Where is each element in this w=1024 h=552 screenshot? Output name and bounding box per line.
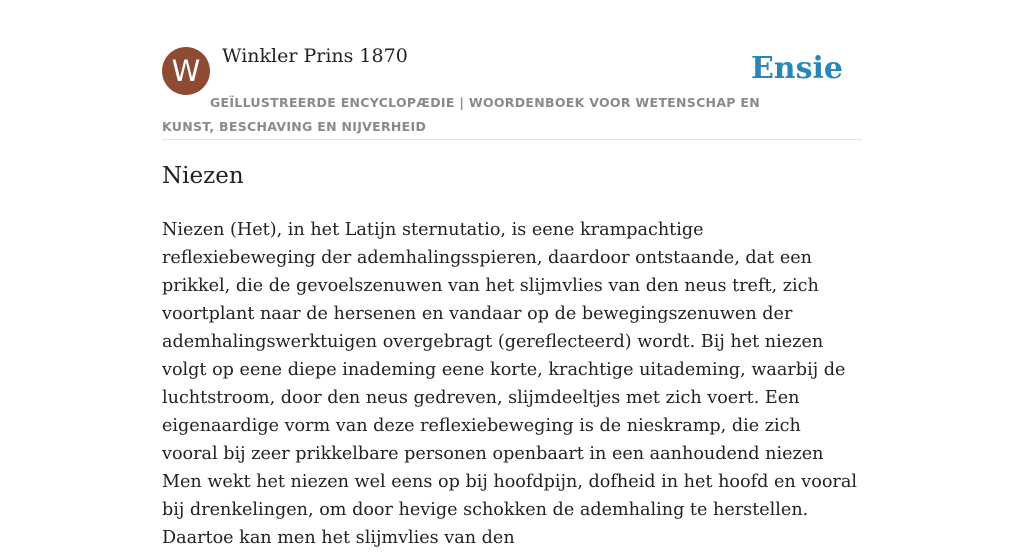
ensie-logo[interactable]: Ensie <box>750 51 843 86</box>
source-avatar[interactable]: W <box>162 47 210 95</box>
entry-headword: Niezen <box>162 163 244 189</box>
entry-definition: Niezen (Het), in het Latijn sternutatio, is eene krampachtige reflexiebeweging der ademhalingsspieren, daardoor ontstaande, dat een prikkel, die de gevoelszenuwen van het slijmvlies van den neus treft, zich voortplant naar de hersenen en vandaar op de bewegingszenuwen der ademhalingswerktuigen overgebragt (gereflecteerd) wordt. Bij het niezen volgt op eene diepe inademing eene korte, krachtige uitademing, waarbij de luchtstroom, door den neus gedreven, slijmdeeltjes met zich voert. Een eigenaardige vorm van deze reflexiebeweging is de nieskramp, die zich vooral bij zeer prikkelbare personen openbaart in een aanhoudend niezen Men wekt het niezen wel eens op bij hoofdpijn, dofheid in het hoofd en vooral bij drenkelingen, om door hevige schokken de ademhaling te herstellen. Daartoe kan men het slijmvlies van den <box>162 220 857 548</box>
header-divider <box>162 139 862 140</box>
source-title[interactable]: Winkler Prins 1870 <box>222 45 408 67</box>
source-subtitle: GEÏLLUSTREERDE ENCYCLOPÆDIE | WOORDENBOEK VOOR WETENSCHAP EN KUNST, BESCHAVING EN NIJVERHEID <box>162 95 760 134</box>
entry-page <box>162 0 862 548</box>
